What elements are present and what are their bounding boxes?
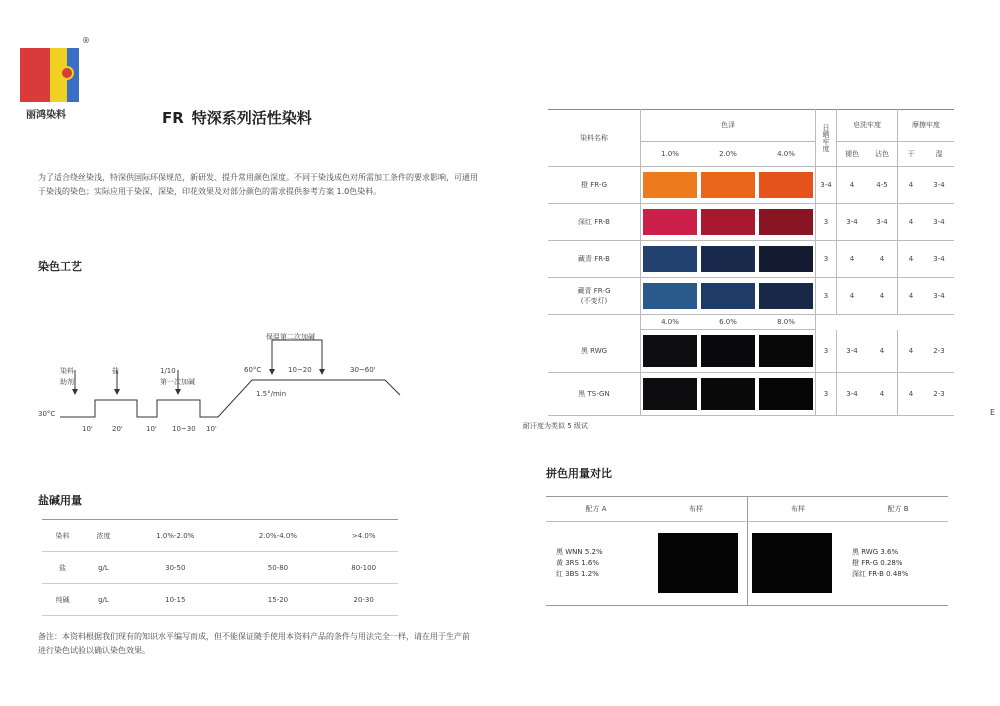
color-swatch [643, 246, 697, 272]
process-time-3: 10' [146, 425, 157, 433]
header-rub-wet: 湿 [924, 141, 954, 166]
fastness-wash2: 4 [867, 373, 898, 416]
fastness-light: 3 [816, 241, 837, 278]
table-cell: 2.0%-4.0% [227, 520, 330, 552]
dye-name: 藏青 FR-G (不变灯) [548, 278, 641, 315]
fastness-light: 3-4 [816, 167, 837, 204]
fastness-wash1: 3-4 [837, 330, 868, 373]
fastness-dry: 4 [898, 204, 925, 241]
table-row [548, 278, 954, 315]
table-cell: g/L [83, 552, 124, 584]
color-swatch [643, 335, 697, 367]
fastness-dry: 4 [898, 278, 925, 315]
mix-header-b: 配方 B [848, 497, 948, 522]
mix-header-a: 配方 A [546, 497, 646, 522]
side-mark: E [990, 408, 996, 417]
fastness-light: 3 [816, 330, 837, 373]
header-conc-1: 1.0% [641, 141, 700, 166]
salt-table [42, 519, 398, 616]
process-label-salt: 盐 [112, 367, 119, 375]
process-curve [40, 330, 460, 440]
mix-heading: 拼色用量对比 [546, 467, 612, 480]
color-swatch [759, 209, 813, 235]
dye-name: 黑 TS-GN [548, 373, 641, 416]
fastness-wash1: 4 [837, 278, 868, 315]
table-cell: 纯碱 [42, 584, 83, 616]
table-cell: 浓度 [83, 520, 124, 552]
color-swatch [759, 172, 813, 198]
fastness-wash1: 4 [837, 241, 868, 278]
recipe-b-line: 深红 FR-B 0.48% [852, 570, 909, 578]
header-rub: 摩擦牢度 [898, 110, 955, 142]
header-shade: 色泽 [641, 110, 816, 142]
fastness-wash2: 4 [867, 278, 898, 315]
company-logo [20, 36, 90, 121]
table-row [548, 330, 954, 373]
recipe-a-line: 黑 WNN 5.2% [556, 548, 603, 556]
color-swatch [643, 283, 697, 309]
title-prefix: FR [162, 109, 184, 127]
color-swatch [643, 209, 697, 235]
sample-a-swatch [658, 533, 738, 593]
table-cell: 盐 [42, 552, 83, 584]
fastness-wet: 3-4 [924, 167, 954, 204]
color-swatch [701, 283, 755, 309]
recipe-a-line: 红 3BS 1.2% [556, 570, 599, 578]
color-swatch [643, 172, 697, 198]
color-swatch [759, 246, 813, 272]
process-time-1: 10' [82, 425, 93, 433]
header-wash: 皂洗牢度 [837, 110, 898, 142]
table-cell: 10-15 [124, 584, 227, 616]
fastness-wash2: 3-4 [867, 204, 898, 241]
header-conc-2: 2.0% [699, 141, 757, 166]
color-swatch [701, 172, 755, 198]
table-cell: 30-50 [124, 552, 227, 584]
table-cell: 50-80 [227, 552, 330, 584]
table-cell: g/L [83, 584, 124, 616]
recipe-b-line: 黑 RWG 3.6% [852, 548, 899, 556]
dye-name: 深红 FR-B [548, 204, 641, 241]
recipe-b-line: 橙 FR-G 0.28% [852, 559, 903, 567]
fastness-wet: 3-4 [924, 241, 954, 278]
process-diagram [40, 330, 460, 440]
process-heading: 染色工艺 [38, 260, 82, 273]
process-time-5: 10' [206, 425, 217, 433]
fastness-dry: 4 [898, 373, 925, 416]
process-top-label: 保温第二次加碱 [266, 333, 315, 341]
table-row [548, 167, 954, 204]
recipe-a [556, 547, 603, 580]
salt-heading: 盐碱用量 [38, 494, 82, 507]
color-swatch [701, 335, 755, 367]
fastness-wash2: 4 [867, 330, 898, 373]
process-label-temp: 60°C [244, 366, 262, 374]
table-row [42, 552, 398, 584]
fastness-dry: 4 [898, 330, 925, 373]
table-row [548, 204, 954, 241]
color-swatch [643, 378, 697, 410]
fastness-wash2: 4 [867, 241, 898, 278]
registered-mark: ® [82, 36, 90, 45]
fastness-wet: 2-3 [924, 330, 954, 373]
dye-name: 黑 RWG [548, 330, 641, 373]
fastness-wash1: 3-4 [837, 204, 868, 241]
recipe-b [852, 547, 908, 580]
process-label-time: 30~60' [350, 366, 376, 374]
table-row [548, 241, 954, 278]
mix-header-sample-b: 布样 [748, 497, 848, 522]
table-row [42, 584, 398, 616]
table-row [548, 315, 954, 330]
process-label-dye: 染料 助剂 [60, 367, 74, 386]
table-cell: 染料 [42, 520, 83, 552]
dye-name: 橙 FR-G [548, 167, 641, 204]
process-label-alkali: 1/10 第一次加碱 [160, 367, 195, 386]
header-conc-dark: 8.0% [757, 315, 816, 330]
header-conc-dark: 4.0% [641, 315, 700, 330]
footnote: 备注：本资料根据我们现有的知识水平编写而成，但不能保证随手使用本资料产品的条件与用法完全一样，请在用于生产前进行染色试验以确认染色效果。 [38, 632, 470, 655]
fastness-wet: 2-3 [924, 373, 954, 416]
process-time-4: 10~30 [172, 425, 196, 433]
fastness-wash2: 4-5 [867, 167, 898, 204]
fastness-dry: 4 [898, 167, 925, 204]
fastness-wash1: 3-4 [837, 373, 868, 416]
fastness-dry: 4 [898, 241, 925, 278]
logo-name: 丽鸿染料 [26, 110, 66, 121]
intro-paragraph: 为了适合绕丝染浅，特深供国际环保规范，新研发、提升常用颜色深度。不同于染浅成色对所需加工条件的要求影响，可通用于染浅的染色；实际应用于染深，深染，印花效果及对部分颜色的需求提供参考方案 1.0色染料。 [38, 173, 478, 196]
fastness-wet: 3-4 [924, 278, 954, 315]
color-swatch [701, 209, 755, 235]
header-wash-fade: 褪色 [837, 141, 868, 166]
color-swatch [759, 378, 813, 410]
mix-compare-panel [546, 496, 948, 606]
color-swatch [759, 283, 813, 309]
header-conc-3: 4.0% [757, 141, 816, 166]
header-conc-dark: 6.0% [699, 315, 757, 330]
table-cell: 1.0%-2.0% [124, 520, 227, 552]
recipe-a-line: 黄 3RS 1.6% [556, 559, 599, 567]
process-time-2: 20' [112, 425, 123, 433]
table-cell: 15-20 [227, 584, 330, 616]
color-swatch [701, 378, 755, 410]
process-rate: 1.5°/min [256, 390, 287, 398]
title-text: 特深系列活性染料 [191, 109, 312, 127]
fastness-light: 3 [816, 278, 837, 315]
fastness-wet: 3-4 [924, 204, 954, 241]
table-row [42, 520, 398, 552]
process-start-temp: 30°C [38, 410, 56, 418]
header-name: 染料名称 [548, 110, 641, 167]
header-light: 日晒牢度 [816, 110, 837, 167]
table-cell: 20-30 [329, 584, 398, 616]
dye-name: 藏青 FR-B [548, 241, 641, 278]
fastness-light: 3 [816, 204, 837, 241]
mix-header-sample-a: 布样 [646, 497, 746, 522]
color-fastness-table [548, 109, 954, 416]
table-cell: >4.0% [329, 520, 398, 552]
table-cell: 80-100 [329, 552, 398, 584]
color-swatch [759, 335, 813, 367]
sample-b-swatch [752, 533, 832, 593]
fastness-light: 3 [816, 373, 837, 416]
fastness-note: 耐汗度为类似 5 级试 [523, 422, 588, 430]
fastness-wash1: 4 [837, 167, 868, 204]
header-rub-dry: 干 [898, 141, 925, 166]
process-label-hold: 10~20 [288, 366, 312, 374]
table-row [548, 373, 954, 416]
color-swatch [701, 246, 755, 272]
page-title [162, 107, 312, 128]
header-wash-stain: 沾色 [867, 141, 898, 166]
